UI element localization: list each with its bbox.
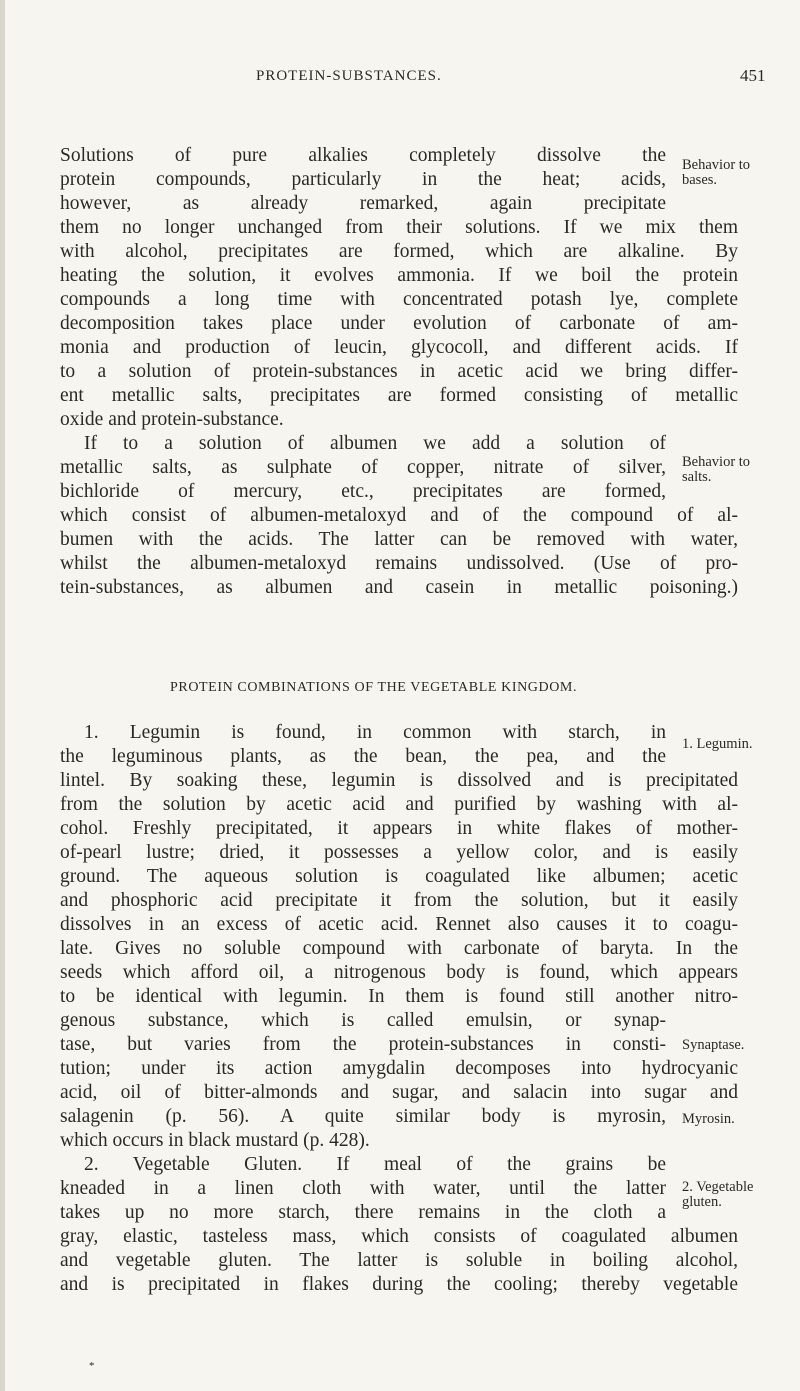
page-number: 451 bbox=[740, 66, 766, 85]
margin-note-salts: Behavior to salts. bbox=[682, 454, 751, 485]
text-line: them no longer unchanged from their solutions. If we mix them bbox=[60, 217, 738, 238]
text-line: metallic salts, as sulphate of copper, nitrate of silver, bbox=[60, 457, 666, 478]
text-line: late. Gives no soluble compound with carbonate of baryta. In the bbox=[60, 938, 738, 959]
text-line: Solutions of pure alkalies completely dissolve the bbox=[60, 145, 666, 166]
text-line: genous substance, which is called emulsin, or synap- bbox=[60, 1010, 666, 1031]
margin-note-myrosin: Myrosin. bbox=[682, 1111, 735, 1127]
text-line: and is precipitated in flakes during the cooling; thereby vegetable bbox=[60, 1274, 738, 1295]
text-line: ground. The aqueous solution is coagulated like albumen; acetic bbox=[60, 866, 738, 887]
text-line: compounds a long time with concentrated potash lye, complete bbox=[60, 289, 738, 310]
margin-note-gluten: 2. Vegetable gluten. bbox=[682, 1179, 754, 1210]
text-line: acid, oil of bitter-almonds and sugar, and salacin into sugar and bbox=[60, 1082, 738, 1103]
text-line: however, as already remarked, again precipitate bbox=[60, 193, 666, 214]
text-line: kneaded in a linen cloth with water, until the latter bbox=[60, 1178, 666, 1199]
text-line: which consist of albumen-metaloxyd and of the compound of al- bbox=[60, 505, 738, 526]
text-line: lintel. By soaking these, legumin is dissolved and is precipitated bbox=[60, 770, 738, 791]
text-line: protein compounds, particularly in the heat; acids, bbox=[60, 169, 666, 190]
text-line: dissolves in an excess of acetic acid. Rennet also causes it to coagu- bbox=[60, 914, 738, 935]
margin-note-legumin: 1. Legumin. bbox=[682, 736, 753, 752]
text-line: tution; under its action amygdalin decomposes into hydrocyanic bbox=[60, 1058, 738, 1079]
text-line: bichloride of mercury, etc., precipitates are formed, bbox=[60, 481, 666, 502]
text-line: gray, elastic, tasteless mass, which consists of coagulated albumen bbox=[60, 1226, 738, 1247]
text-line: takes up no more starch, there remains in the cloth a bbox=[60, 1202, 666, 1223]
text-line: ent metallic salts, precipitates are formed consisting of metallic bbox=[60, 385, 738, 406]
text-line: oxide and protein-substance. bbox=[60, 409, 284, 430]
text-line: and vegetable gluten. The latter is soluble in boiling alcohol, bbox=[60, 1250, 738, 1271]
text-line: which occurs in black mustard (p. 428). bbox=[60, 1130, 370, 1151]
page-gutter-shadow bbox=[0, 0, 5, 1391]
running-head: PROTEIN-SUBSTANCES. bbox=[256, 68, 442, 84]
text-line: salagenin (p. 56). A quite similar body is myrosin, bbox=[60, 1106, 666, 1127]
margin-note-synaptase: Synaptase. bbox=[682, 1037, 745, 1053]
text-line: decomposition takes place under evolution of carbonate of am- bbox=[60, 313, 738, 334]
text-line: tein-substances, as albumen and casein in metallic poisoning.) bbox=[60, 577, 738, 598]
margin-note-bases: Behavior to bases. bbox=[682, 157, 751, 188]
text-line: 2. Vegetable Gluten. If meal of the grains be bbox=[84, 1154, 666, 1175]
text-line: from the solution by acetic acid and purified by washing with al- bbox=[60, 794, 738, 815]
text-line: seeds which afford oil, a nitrogenous body is found, which appears bbox=[60, 962, 738, 983]
text-line: cohol. Freshly precipitated, it appears in white flakes of mother- bbox=[60, 818, 738, 839]
text-line: heating the solution, it evolves ammonia. If we boil the protein bbox=[60, 265, 738, 286]
text-line: to be identical with legumin. In them is found still another nitro- bbox=[60, 986, 738, 1007]
section-title: PROTEIN COMBINATIONS OF THE VEGETABLE KINGDOM. bbox=[170, 680, 578, 695]
text-line: monia and production of leucin, glycocoll, and different acids. If bbox=[60, 337, 738, 358]
text-line: and phosphoric acid precipitate it from the solution, but it easily bbox=[60, 890, 738, 911]
text-line: If to a solution of albumen we add a solution of bbox=[84, 433, 666, 454]
text-line: with alcohol, precipitates are formed, which are alkaline. By bbox=[60, 241, 738, 262]
text-line: to a solution of protein-substances in acetic acid we bring differ- bbox=[60, 361, 738, 382]
text-line: of-pearl lustre; dried, it possesses a yellow color, and is easily bbox=[60, 842, 738, 863]
text-line: bumen with the acids. The latter can be removed with water, bbox=[60, 529, 738, 550]
text-line: 1. Legumin is found, in common with starch, in bbox=[84, 722, 666, 743]
text-line: whilst the albumen-metaloxyd remains undissolved. (Use of pro- bbox=[60, 553, 738, 574]
text-line: tase, but varies from the protein-substances in consti- bbox=[60, 1034, 666, 1055]
text-line: the leguminous plants, as the bean, the pea, and the bbox=[60, 746, 666, 767]
footer-mark: * bbox=[89, 1360, 95, 1372]
